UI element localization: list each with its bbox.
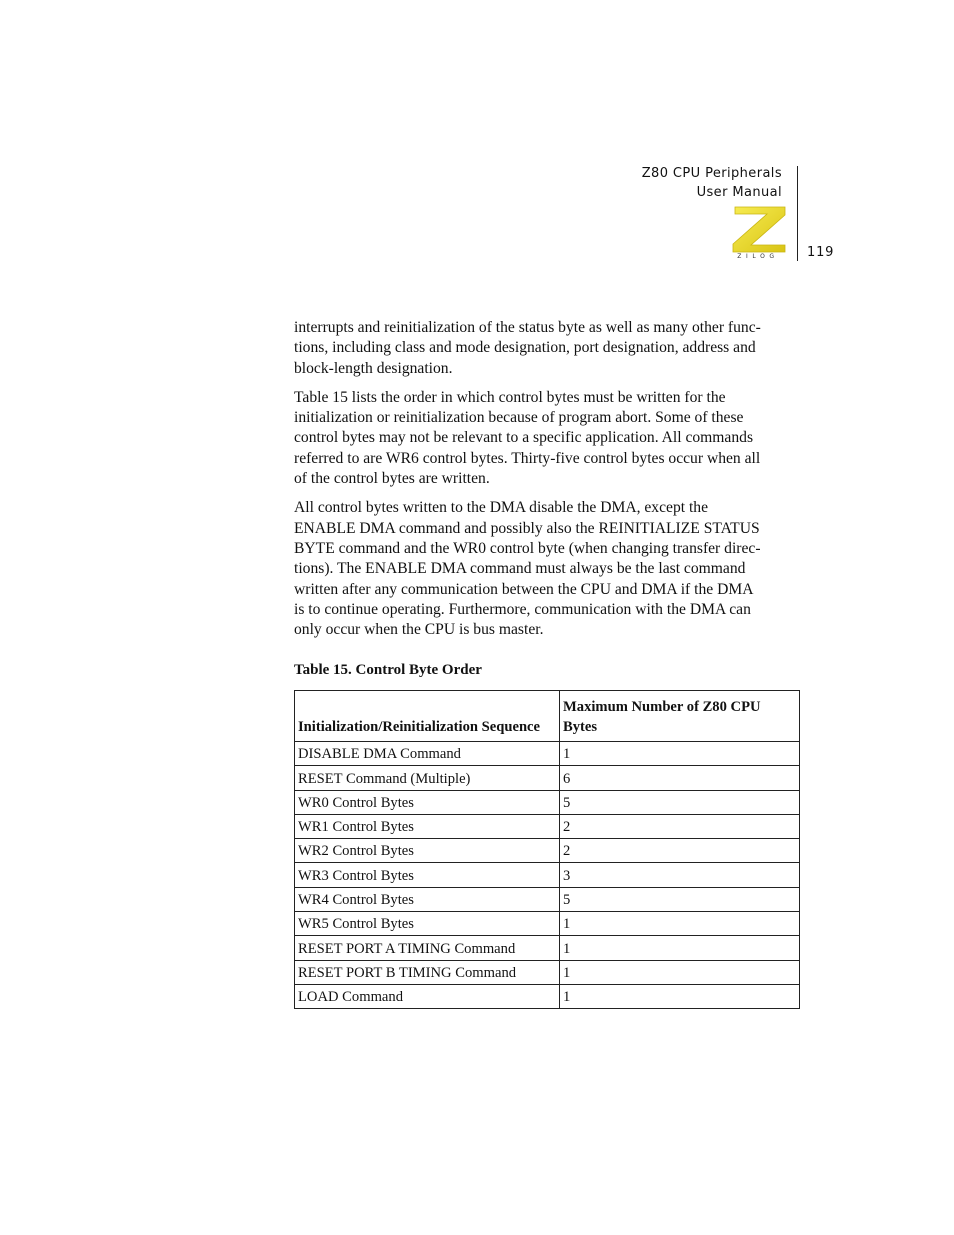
column-header-sequence: Initialization/Reinitialization Sequence	[295, 691, 560, 742]
body-text	[294, 318, 804, 649]
byte-count-cell: 1	[560, 960, 800, 984]
logo-wordmark: ZILOG	[737, 253, 779, 260]
byte-count-cell: 2	[560, 839, 800, 863]
table-row	[295, 766, 800, 790]
byte-count-cell: 1	[560, 984, 800, 1008]
table-row	[295, 742, 800, 766]
table-row	[295, 887, 800, 911]
sequence-cell: RESET PORT A TIMING Command	[295, 936, 560, 960]
paragraph: interrupts and reinitialization of the status byte as well as many other func- tions, including class and mode designation, port designation, address and block-length designation.	[294, 319, 761, 377]
byte-count-cell: 5	[560, 887, 800, 911]
running-header	[642, 164, 782, 202]
table-row	[295, 960, 800, 984]
page-number: 119	[807, 245, 835, 260]
byte-count-cell: 1	[560, 742, 800, 766]
column-header-max-bytes: Maximum Number of Z80 CPU Bytes	[560, 691, 800, 742]
byte-count-cell: 2	[560, 814, 800, 838]
control-byte-table	[294, 690, 800, 1009]
sequence-cell: WR2 Control Bytes	[295, 839, 560, 863]
table-row	[295, 863, 800, 887]
sequence-cell: WR1 Control Bytes	[295, 814, 560, 838]
byte-count-cell: 3	[560, 863, 800, 887]
sequence-cell: WR0 Control Bytes	[295, 790, 560, 814]
manual-title-line1: Z80 CPU Peripherals	[641, 166, 782, 181]
table-row	[295, 912, 800, 936]
sequence-cell: DISABLE DMA Command	[295, 742, 560, 766]
table-row	[295, 790, 800, 814]
table-row	[295, 839, 800, 863]
byte-count-cell: 1	[560, 912, 800, 936]
table-caption: Table 15. Control Byte Order	[294, 662, 482, 678]
sequence-cell: WR4 Control Bytes	[295, 887, 560, 911]
sequence-cell: WR5 Control Bytes	[295, 912, 560, 936]
table-header-row	[295, 691, 800, 742]
sequence-cell: LOAD Command	[295, 984, 560, 1008]
sequence-cell: WR3 Control Bytes	[295, 863, 560, 887]
table-row	[295, 936, 800, 960]
table-row	[295, 814, 800, 838]
paragraph: All control bytes written to the DMA disable the DMA, except the ENABLE DMA command and possibly also the REINITIALIZE STATUS BYTE command and the WR0 control byte (when changing transfer direc- tions). The ENABLE DMA command must always be the last command written after any communication between the CPU and DMA if the DMA is to continue operating. Furthermore, communication with the DMA can only occur when the CPU is bus master.	[294, 499, 761, 639]
paragraph: Table 15 lists the order in which control bytes must be written for the initialization or reinitialization because of program abort. Some of these control bytes may not be relevant to a specific application. All commands referred to are WR6 control bytes. Thirty-five control bytes occur when all of the control bytes are written.	[294, 388, 761, 488]
table-body	[295, 742, 800, 1009]
byte-count-cell: 1	[560, 936, 800, 960]
byte-count-cell: 5	[560, 790, 800, 814]
manual-title-line2: User Manual	[696, 185, 782, 200]
header-divider	[797, 166, 798, 261]
byte-count-cell: 6	[560, 766, 800, 790]
table-row	[295, 984, 800, 1008]
sequence-cell: RESET Command (Multiple)	[295, 766, 560, 790]
sequence-cell: RESET PORT B TIMING Command	[295, 960, 560, 984]
